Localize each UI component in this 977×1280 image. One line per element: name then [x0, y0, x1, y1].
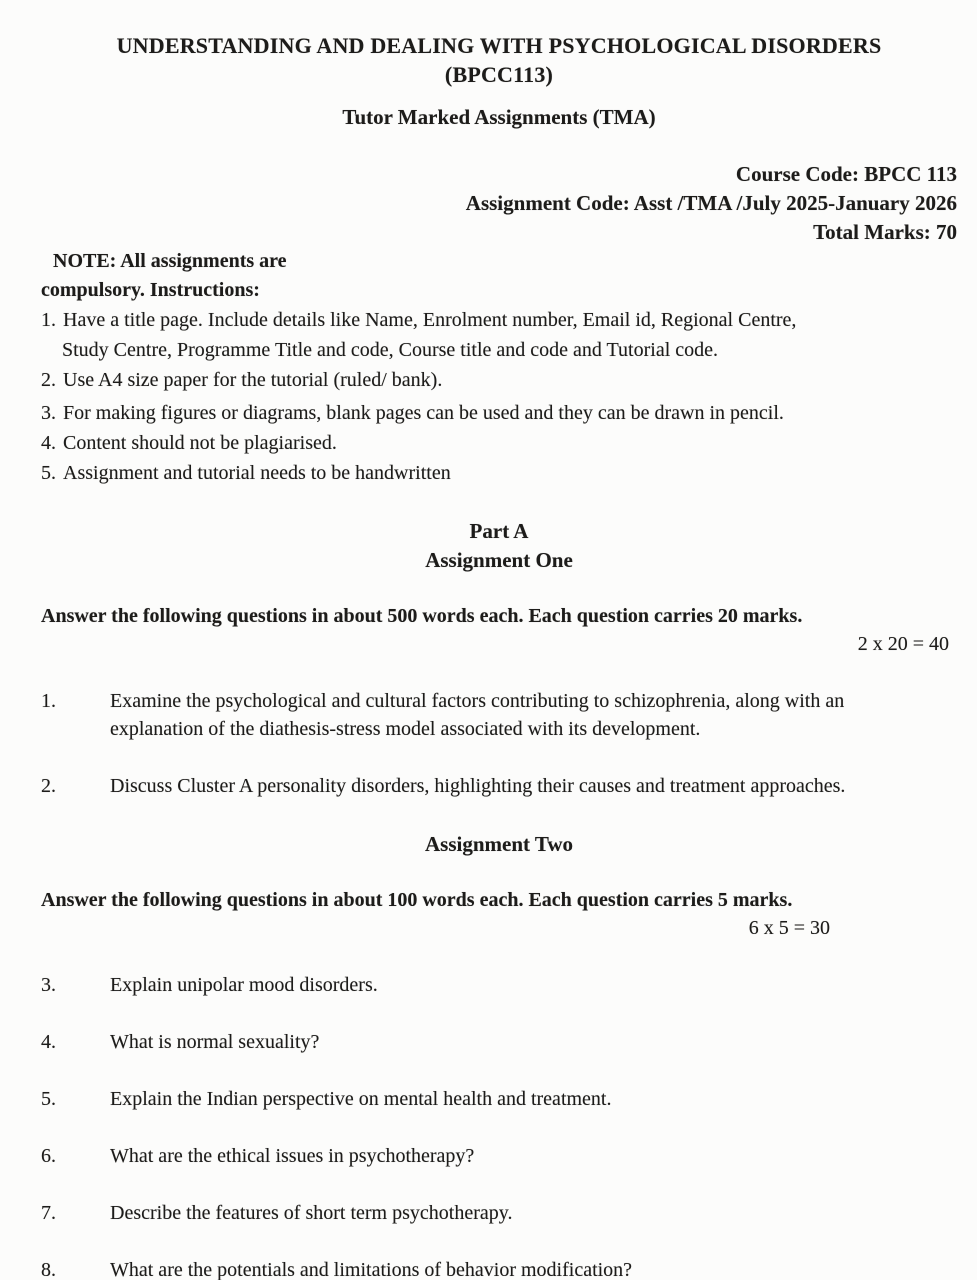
doc-title-line-2: (BPCC113) — [444, 62, 554, 87]
question-text: Describe the features of short term psychotherapy. — [110, 1202, 513, 1224]
question-number: 6. — [41, 1145, 56, 1167]
question-3 — [41, 971, 957, 999]
instruction-text-line-1: Have a title page. Include details like Name, Enrolment number, Email id, Regional Centre, — [63, 309, 797, 331]
part-b-marks-formula: 6 x 5 = 30 — [748, 917, 830, 939]
note-heading-line-1: NOTE: All assignments are — [53, 250, 287, 272]
question-number: 5. — [41, 1088, 56, 1110]
question-text: What are the potentials and limitations of behavior modification? — [110, 1259, 633, 1280]
question-2 — [41, 772, 957, 800]
instruction-number: 1. — [41, 309, 56, 331]
doc-title-line-1: UNDERSTANDING AND DEALING WITH PSYCHOLOGICAL DISORDERS — [116, 33, 882, 58]
instruction-text-line-2: Study Centre, Programme Title and code, Course title and code and Tutorial code. — [62, 339, 719, 361]
part-a-heading: Part A — [469, 519, 529, 543]
course-code-line: Course Code: BPCC 113 — [735, 162, 957, 186]
note-heading-line-2: compulsory. Instructions: — [41, 279, 260, 301]
part-a-marks-formula: 2 x 20 = 40 — [857, 633, 949, 655]
question-text: Explain unipolar mood disorders. — [110, 974, 378, 996]
part-b-direction: Answer the following questions in about 100 words each. Each question carries 5 marks. — [41, 889, 793, 911]
instruction-text: Content should not be plagiarised. — [63, 432, 337, 454]
question-6 — [41, 1142, 957, 1170]
assignment-meta — [41, 160, 957, 247]
question-text — [110, 687, 957, 743]
note-heading — [41, 247, 957, 305]
question-7 — [41, 1199, 957, 1227]
instruction-number: 4. — [41, 432, 56, 454]
doc-subtitle: Tutor Marked Assignments (TMA) — [342, 105, 656, 129]
question-1 — [41, 687, 957, 743]
question-number: 1. — [41, 690, 56, 712]
instruction-number: 3. — [41, 402, 56, 424]
instruction-4 — [41, 428, 957, 458]
instruction-text: Use A4 size paper for the tutorial (ruled/ bank). — [63, 369, 443, 391]
instruction-text: Assignment and tutorial needs to be handwritten — [63, 462, 451, 484]
question-number: 2. — [41, 775, 56, 797]
assignment-one-heading: Assignment One — [425, 548, 573, 572]
question-text-line-2: explanation of the diathesis-stress model associated with its development. — [110, 718, 701, 740]
document-header — [41, 31, 957, 132]
question-text: What are the ethical issues in psychotherapy? — [110, 1145, 475, 1167]
question-number: 8. — [41, 1259, 56, 1280]
question-text-line-1: Examine the psychological and cultural factors contributing to schizophrenia, along with an — [110, 690, 845, 712]
instruction-3 — [41, 398, 957, 428]
question-text: Explain the Indian perspective on mental health and treatment. — [110, 1088, 612, 1110]
instruction-number: 5. — [41, 462, 56, 484]
instruction-number: 2. — [41, 369, 56, 391]
instruction-1 — [41, 305, 957, 365]
part-a-direction: Answer the following questions in about 500 words each. Each question carries 20 marks. — [41, 605, 803, 627]
question-text: What is normal sexuality? — [110, 1031, 320, 1053]
question-text: Discuss Cluster A personality disorders, highlighting their causes and treatment approaches. — [110, 775, 846, 797]
question-number: 4. — [41, 1031, 56, 1053]
question-4 — [41, 1028, 957, 1056]
total-marks-line: Total Marks: 70 — [813, 220, 957, 244]
question-number: 7. — [41, 1202, 56, 1224]
assignment-two-heading: Assignment Two — [425, 832, 573, 856]
instruction-2 — [41, 365, 957, 395]
assignment-code-line: Assignment Code: Asst /TMA /July 2025-January 2026 — [465, 191, 957, 215]
question-5 — [41, 1085, 957, 1113]
instruction-text: For making figures or diagrams, blank pages can be used and they can be drawn in pencil. — [63, 402, 784, 424]
question-number: 3. — [41, 974, 56, 996]
question-8 — [41, 1256, 957, 1280]
note-section — [41, 247, 957, 488]
instruction-5 — [41, 458, 957, 488]
